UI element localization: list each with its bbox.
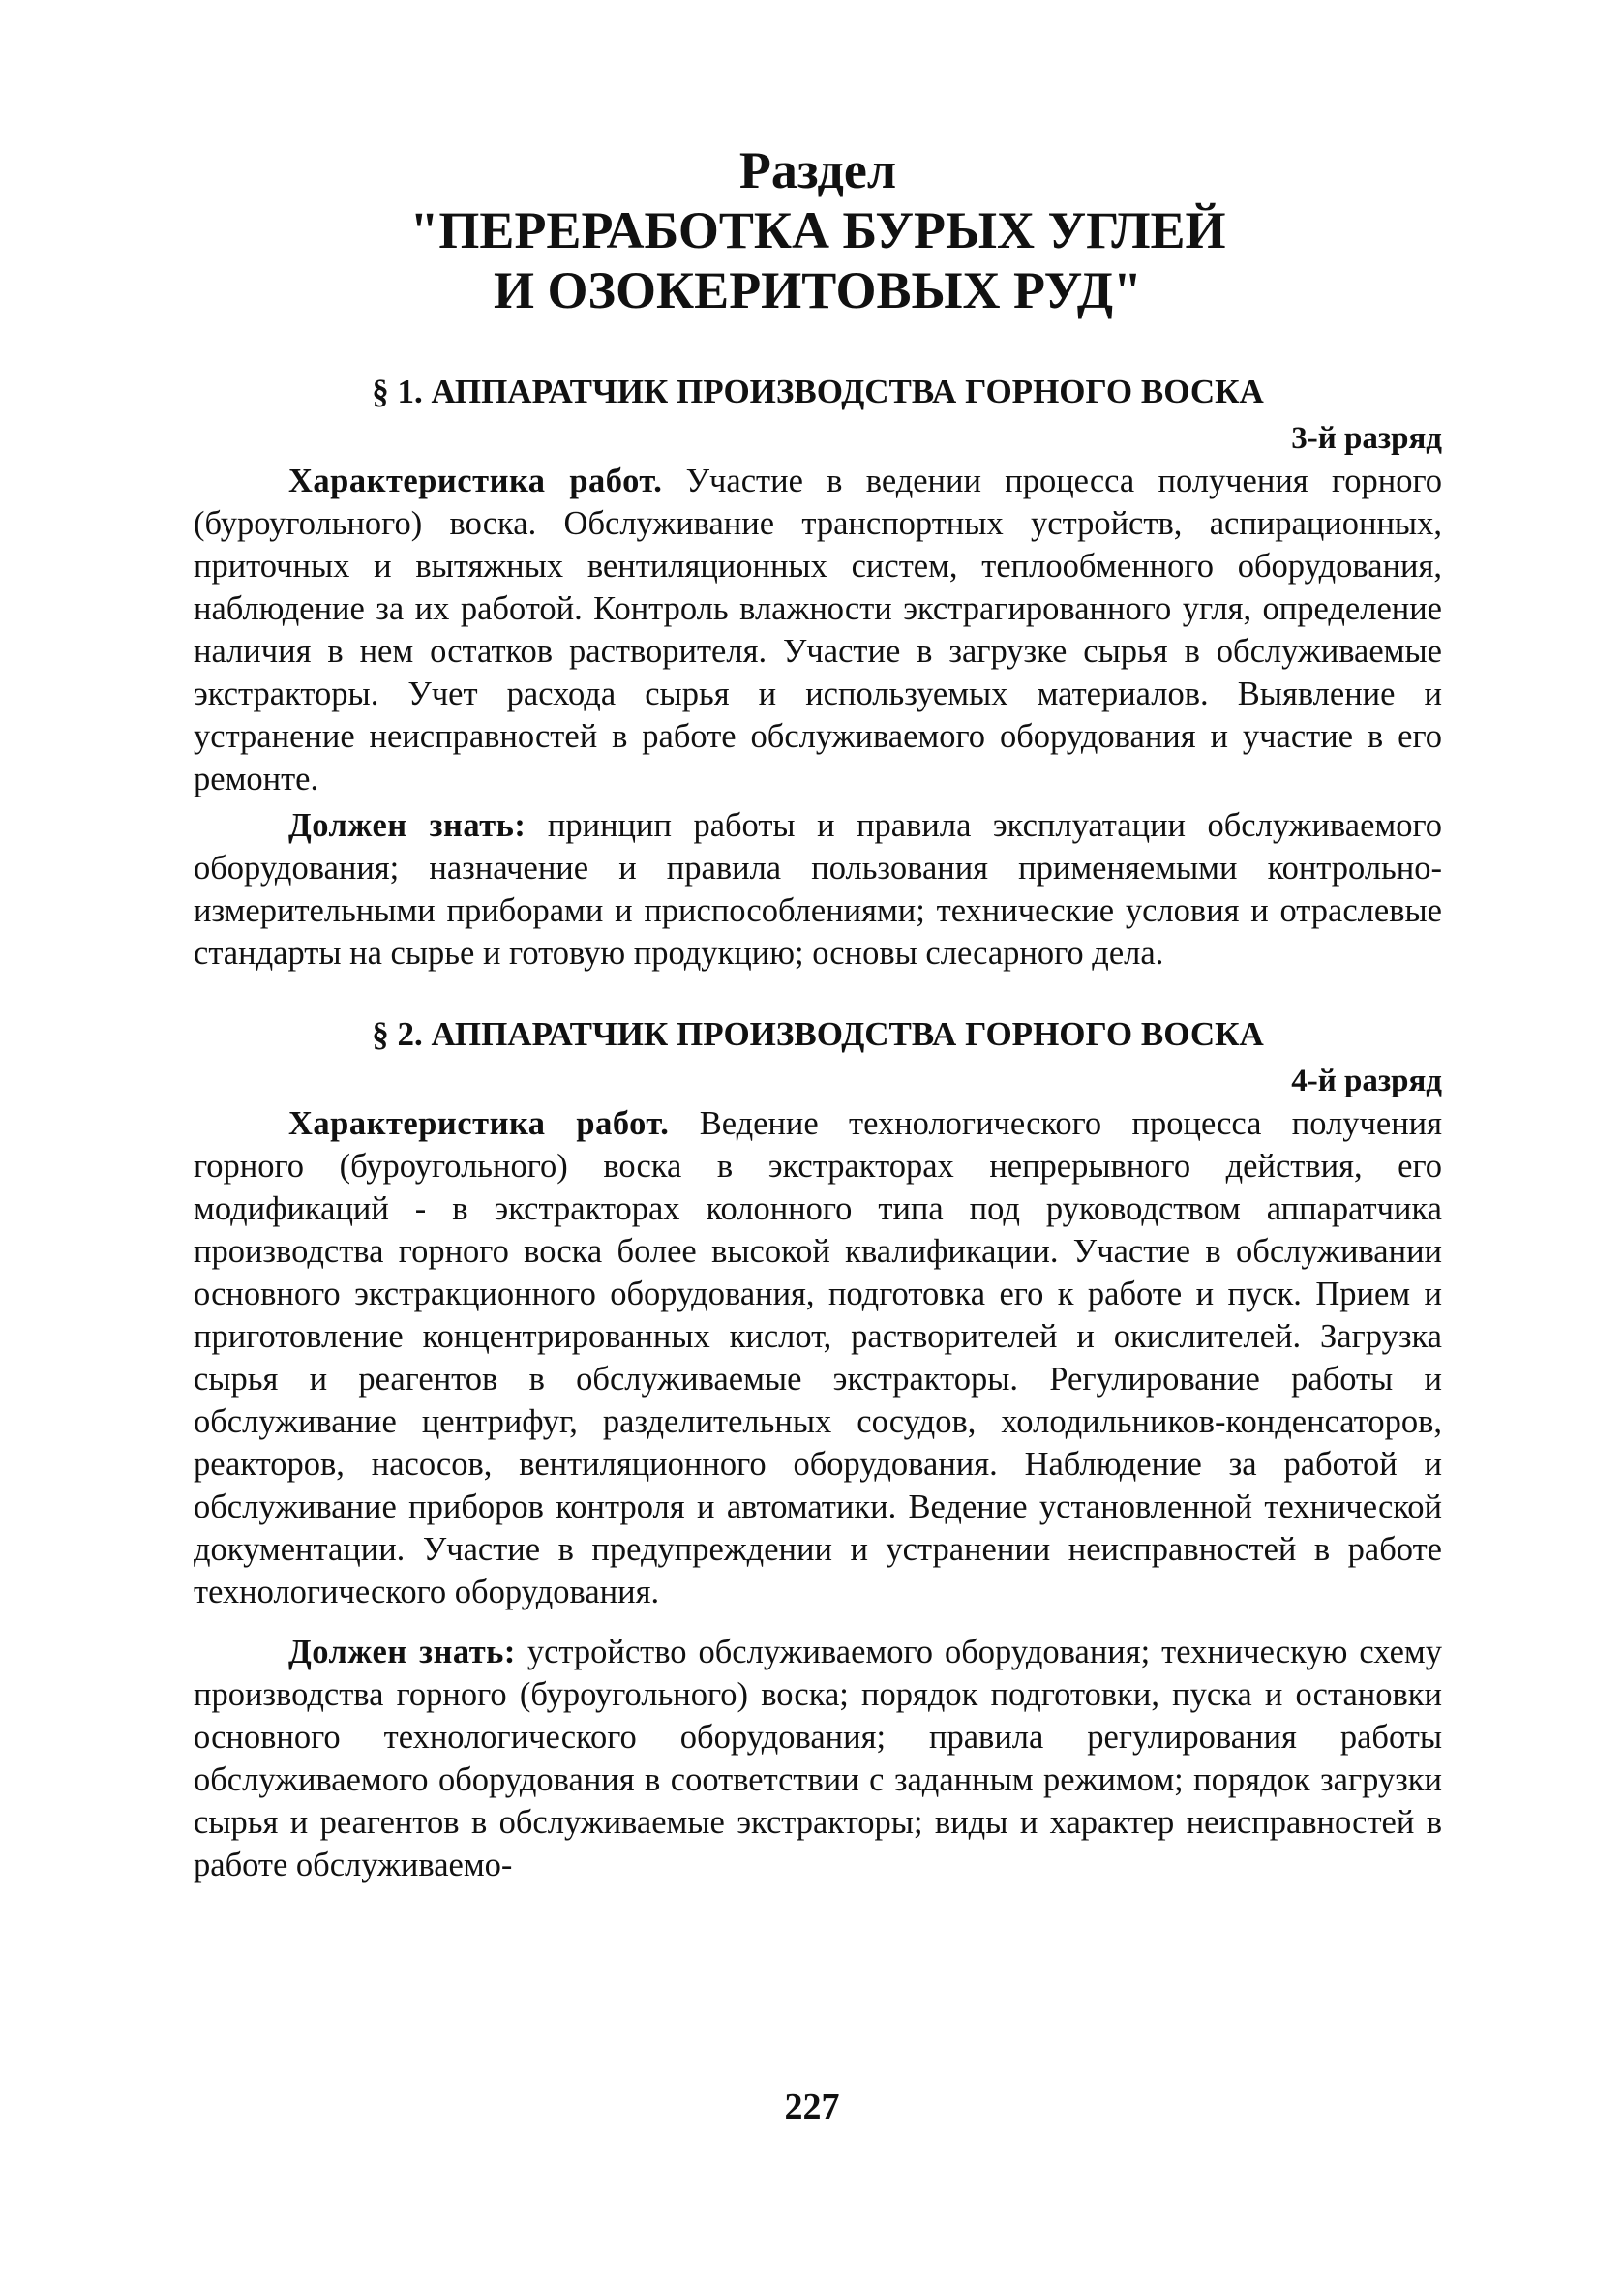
section-2-work-description [194, 1102, 1442, 1613]
section-1-heading: § 1. АППАРАТЧИК ПРОИЗВОДСТВА ГОРНОГО ВОСКА [372, 373, 1264, 410]
section-title [194, 140, 1442, 320]
title-line-2: "ПЕРЕРАБОТКА БУРЫХ УГЛЕЙ [409, 201, 1226, 259]
title-line-3: И ОЗОКЕРИТОВЫХ РУД" [494, 261, 1142, 319]
section-2-work-text: Ведение технологического процесса получения горного (буроугольного) воска в экстракторах непрерывного действия, его модификаций - в экстракторах колонного типа под руководством аппаратчика производства горного воска более высокой квалификации. Участие в обслуживании основного экстракционного оборудования, подготовка его к работе и пуск. Прием и приготовление концентрированных кислот, растворителей и окислителей. Загрузка сырья и реагентов в обслуживаемые экстракторы. Регулирование работы и обслуживание центрифуг, разделительных сосудов, холодильников-конденсаторов, реакторов, насосов, вентиляционного оборудования. Наблюдение за работой и обслуживание приборов контроля и автоматики. Ведение установленной технической документации. Участие в предупреждении и устранении неисправностей в работе технологического оборудования. [194, 1105, 1442, 1610]
section-2-knowledge [194, 1631, 1442, 1886]
section-1-work-label: Характеристика работ. [288, 463, 663, 499]
section-1-knowledge [194, 804, 1442, 975]
section-1-work-text: Участие в ведении процесса получения горного (буроугольного) воска. Обслуживание транспортных устройств, аспирационных, приточных и вытяжных вентиляционных систем, теплообменного оборудования, наблюдение за их работой. Контроль влажности экстрагированного угля, определение наличия в нем остатков растворителя. Участие в загрузке сырья в обслуживаемые экстракторы. Учет расхода сырья и используемых материалов. Выявление и устранение неисправностей в работе обслуживаемого оборудования и участие в его ремонте. [194, 463, 1442, 797]
section-1-grade: 3-й разряд [1291, 421, 1442, 456]
section-2-grade: 4-й разряд [1291, 1064, 1442, 1098]
page-number: 227 [784, 2087, 840, 2127]
paragraph-section-2 [194, 1013, 1442, 1886]
document-page [194, 140, 1442, 1886]
section-1-work-description [194, 460, 1442, 800]
section-2-heading: § 2. АППАРАТЧИК ПРОИЗВОДСТВА ГОРНОГО ВОСКА [372, 1015, 1264, 1053]
section-1-knows-text: принцип работы и правила эксплуатации обслуживаемого оборудования; назначение и правила пользования применяемыми контрольно-измерительными приборами и приспособлениями; технические условия и отраслевые стандарты на сырье и готовую продукцию; основы слесарного дела. [194, 807, 1443, 972]
title-line-1: Раздел [738, 141, 897, 199]
section-2-knows-label: Должен знать: [288, 1634, 516, 1670]
section-2-work-label: Характеристика работ. [288, 1105, 670, 1142]
section-2-knows-text: устройство обслуживаемого оборудования; техническую схему производства горного (буроугольного) воска; порядок подготовки, пуска и остановки основного технологического оборудования; правила регулирования работы обслуживаемого оборудования в соответствии с заданным режимом; порядок загрузки сырья и реагентов в обслуживаемые экстракторы; виды и характер неисправностей в работе обслуживаемо- [194, 1634, 1442, 1883]
section-1-knows-label: Должен знать: [288, 807, 526, 844]
paragraph-section-1 [194, 371, 1442, 975]
